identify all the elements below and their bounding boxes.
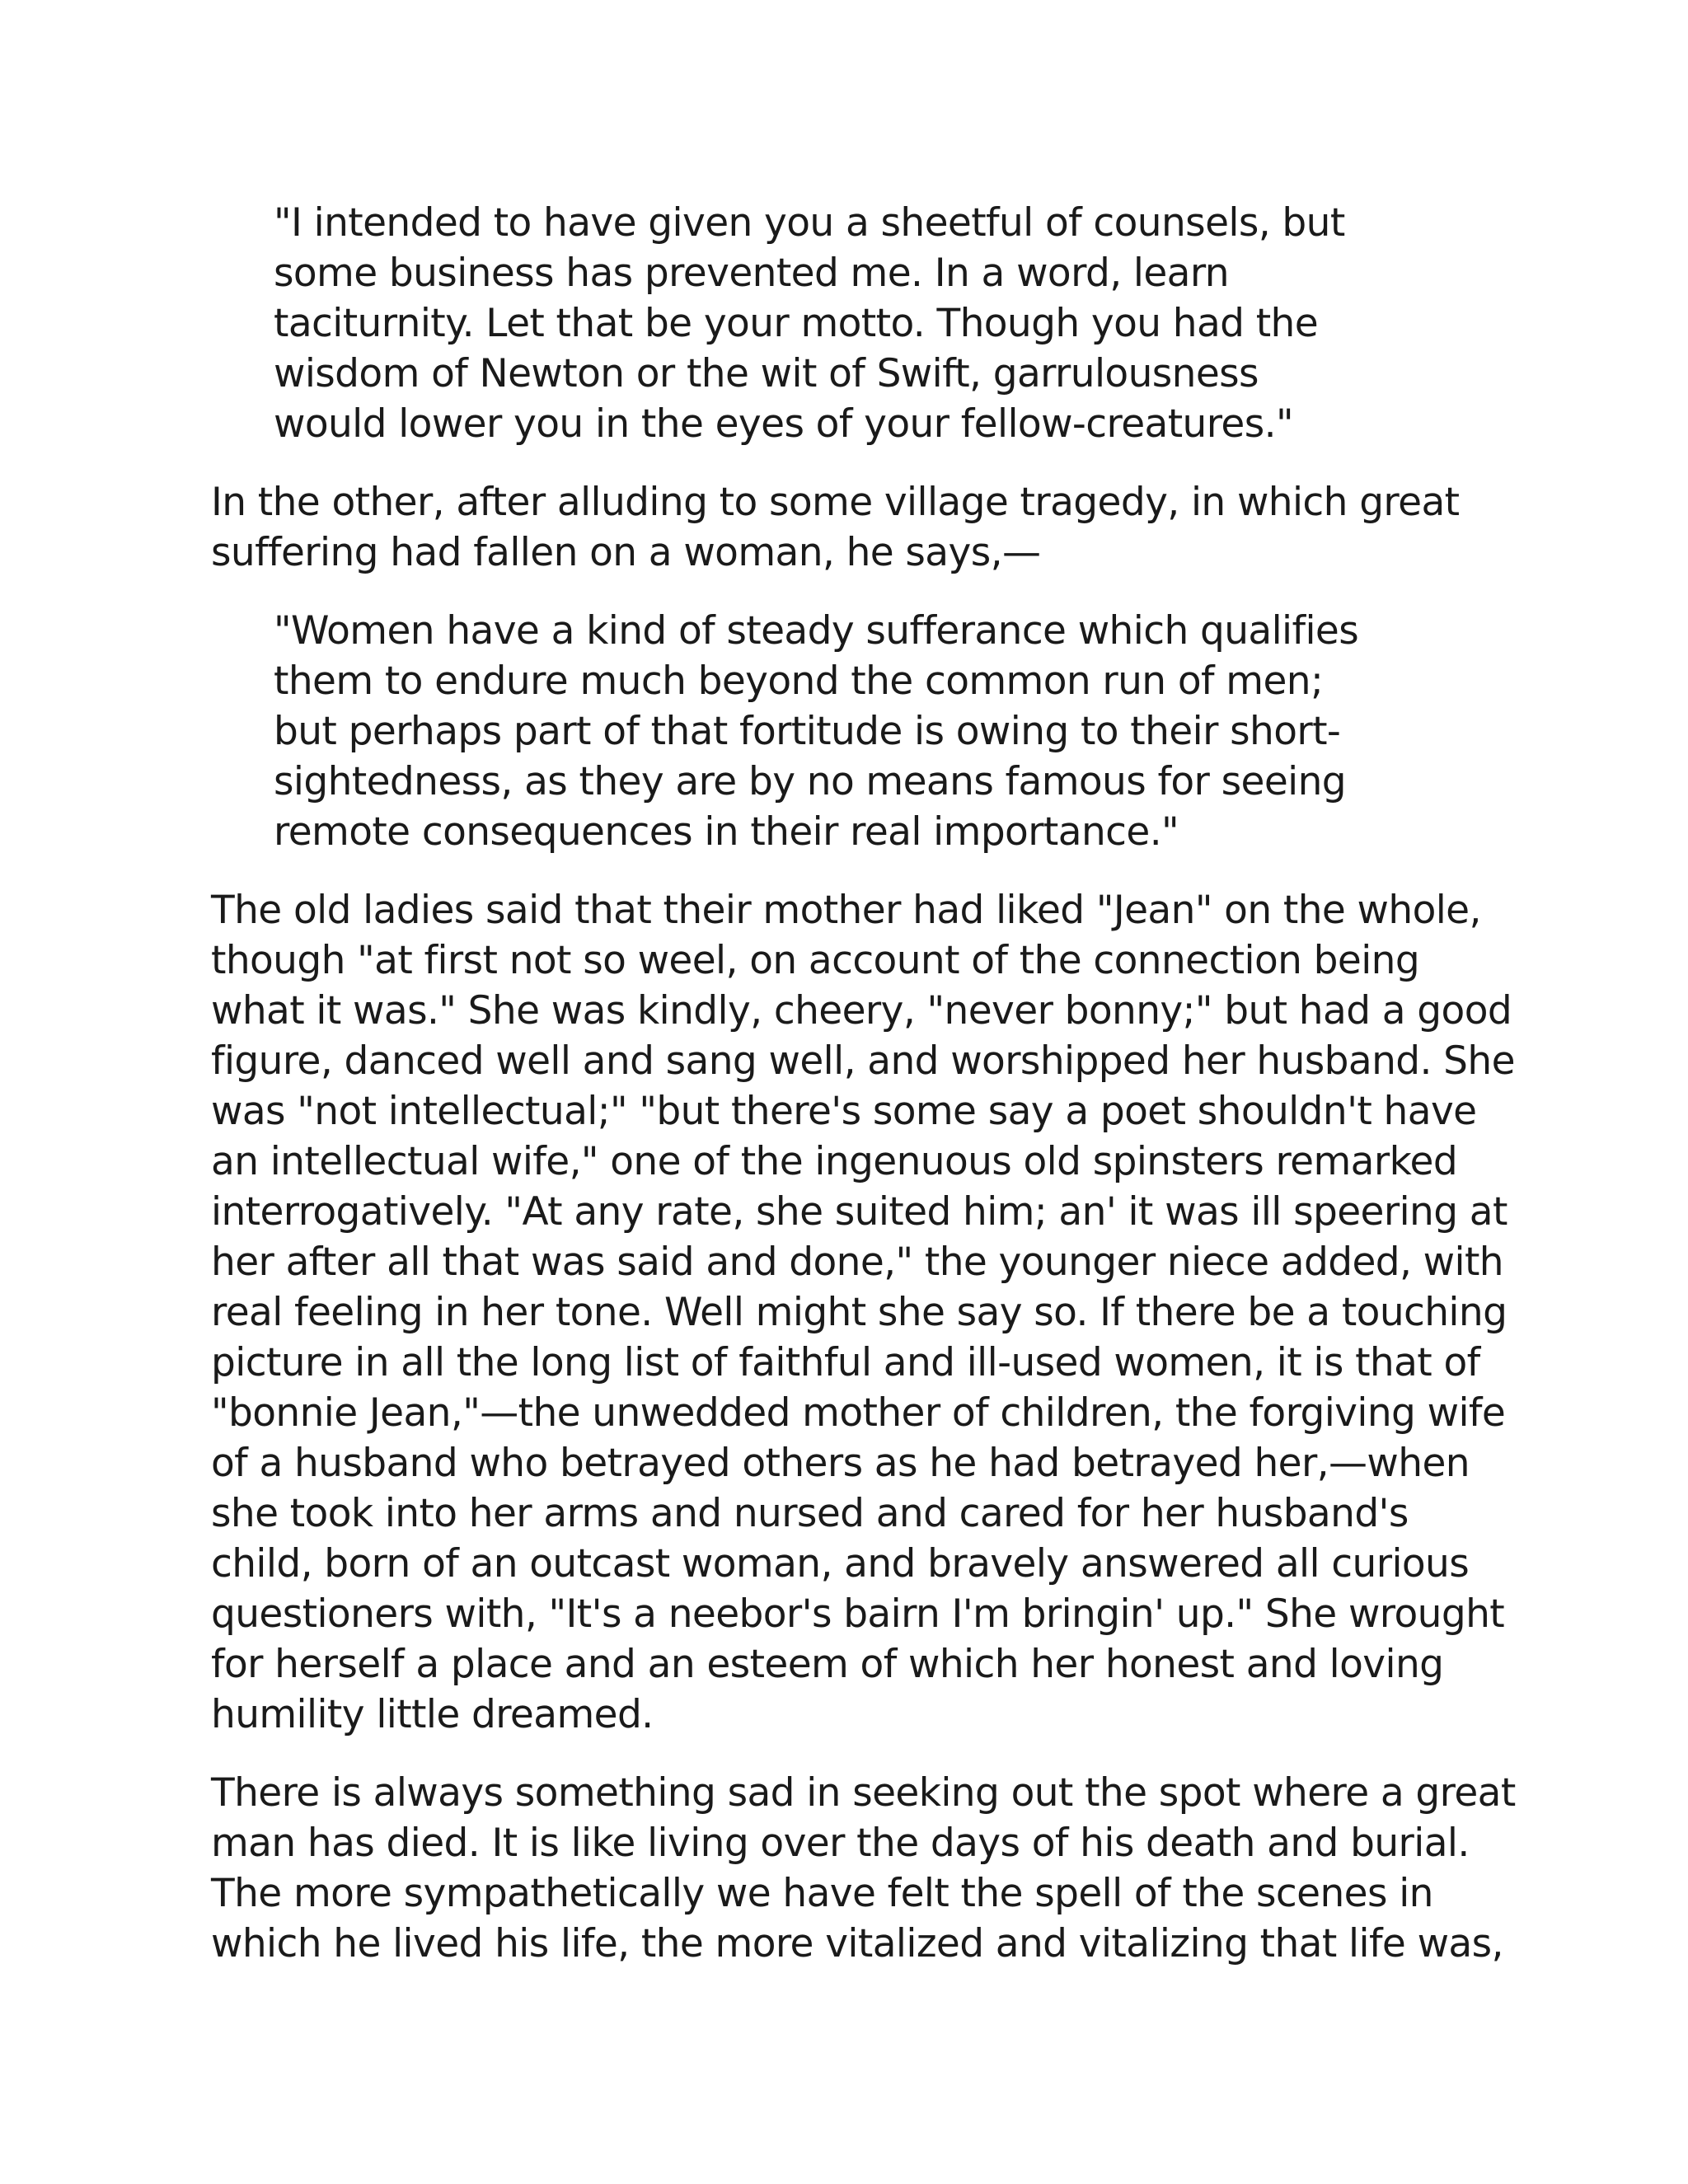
quote-counsels (274, 198, 1530, 449)
text-line: "bonnie Jean,"—the unwedded mother of children, the forgiving wife (211, 1390, 1506, 1436)
text-line: taciturnity. Let that be your motto. Though you had the (274, 301, 1319, 346)
text-line: which he lived his life, the more vitalized and vitalizing that life was, (211, 1921, 1503, 1966)
text-line: but perhaps part of that fortitude is owing to their short- (274, 709, 1341, 754)
document-page (211, 0, 1530, 1997)
text-line: humility little dreamed. (211, 1692, 654, 1737)
text-line: though "at first not so weel, on account of the connection being (211, 938, 1420, 983)
text-line: interrogatively. "At any rate, she suited him; an' it was ill speering at (211, 1189, 1507, 1235)
paragraph-death-spot (211, 1768, 1530, 1969)
text-line: remote consequences in their real importance." (274, 809, 1179, 855)
text-line: questioners with, "It's a neebor's bairn I'm bringin' up." She wrought (211, 1591, 1505, 1637)
text-line: an intellectual wife," one of the ingenuous old spinsters remarked (211, 1139, 1458, 1184)
text-line: figure, danced well and sang well, and worshipped her husband. She (211, 1038, 1515, 1084)
text-line: The more sympathetically we have felt the spell of the scenes in (211, 1871, 1433, 1916)
text-line: them to endure much beyond the common run of men; (274, 658, 1324, 704)
text-line: picture in all the long list of faithful and ill-used women, it is that of (211, 1340, 1480, 1385)
text-line: for herself a place and an esteem of which her honest and loving (211, 1642, 1444, 1687)
text-line: The old ladies said that their mother had liked "Jean" on the whole, (211, 888, 1481, 933)
text-line: what it was." She was kindly, cheery, "never bonny;" but had a good (211, 988, 1512, 1033)
paragraph-jean (211, 885, 1530, 1740)
text-line: "Women have a kind of steady sufferance which qualifies (274, 608, 1359, 654)
text-line: was "not intellectual;" "but there's some say a poet shouldn't have (211, 1089, 1477, 1134)
text-line: man has died. It is like living over the days of his death and burial. (211, 1821, 1470, 1866)
text-line: of a husband who betrayed others as he had betrayed her,—when (211, 1441, 1470, 1486)
text-line: In the other, after alluding to some village tragedy, in which great (211, 480, 1460, 525)
text-line: real feeling in her tone. Well might she say so. If there be a touching (211, 1290, 1507, 1335)
text-line: "I intended to have given you a sheetful of counsels, but (274, 200, 1345, 246)
text-line: her after all that was said and done," the younger niece added, with (211, 1240, 1503, 1285)
text-line: would lower you in the eyes of your fellow-creatures." (274, 401, 1293, 447)
text-line: There is always something sad in seeking out the spot where a great (211, 1770, 1516, 1816)
text-line: she took into her arms and nursed and cared for her husband's (211, 1491, 1409, 1536)
text-line: wisdom of Newton or the wit of Swift, garrulousness (274, 351, 1259, 396)
quote-women (274, 606, 1530, 857)
text-line: suffering had fallen on a woman, he says,— (211, 530, 1041, 575)
paragraph-other-letter (211, 477, 1530, 578)
text-line: some business has prevented me. In a word, learn (274, 251, 1229, 296)
text-line: child, born of an outcast woman, and bravely answered all curious (211, 1541, 1470, 1586)
text-line: sightedness, as they are by no means famous for seeing (274, 759, 1347, 804)
